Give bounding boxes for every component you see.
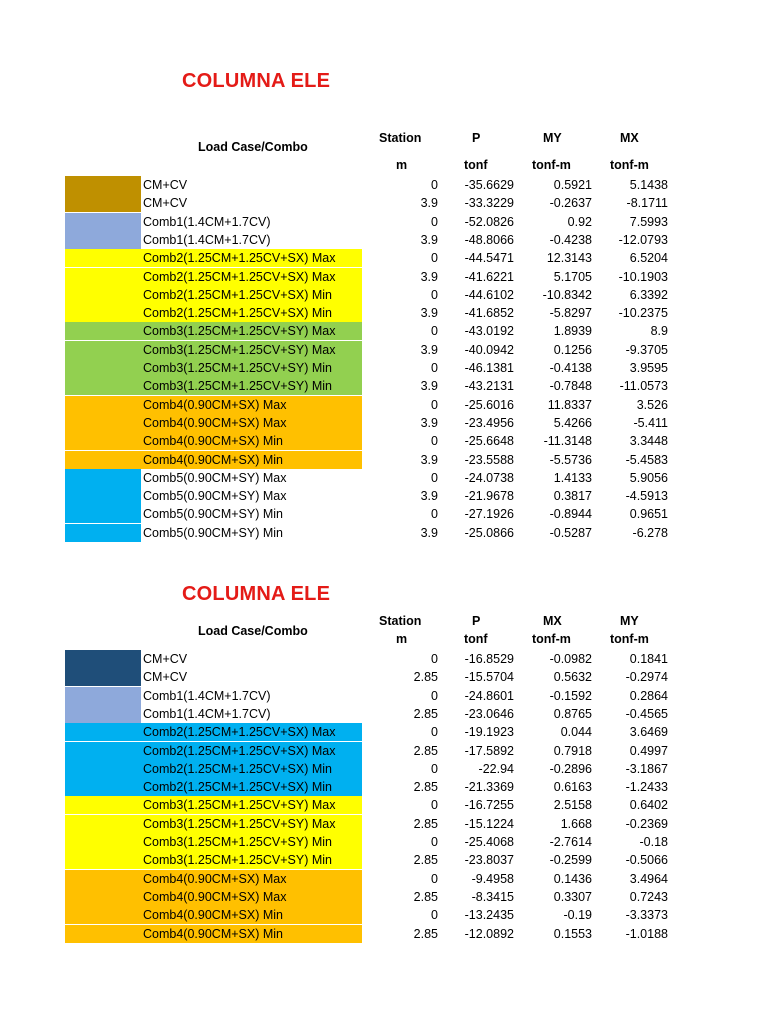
cell-v2: 11.8337 xyxy=(547,397,592,412)
cell-v2: 0.1553 xyxy=(553,926,592,941)
cell-v3: -0.5066 xyxy=(625,853,668,868)
table-row xyxy=(65,760,685,778)
cell-v1: -19.1923 xyxy=(464,725,514,740)
cell-v1: -23.8037 xyxy=(464,853,514,868)
cell-v3: -10.1903 xyxy=(618,269,668,284)
row-color-swatch xyxy=(65,668,141,686)
load-combo-name: Comb3(1.25CM+1.25CV+SY) Max xyxy=(143,324,336,339)
load-combo-name: Comb2(1.25CM+1.25CV+SX) Max xyxy=(143,725,336,740)
row-color-swatch xyxy=(65,833,141,851)
table-2-label-header: Load Case/Combo xyxy=(198,624,308,638)
cell-station: 0 xyxy=(431,798,438,813)
cell-v2: 0.7918 xyxy=(553,743,592,758)
table-row xyxy=(65,341,685,359)
cell-station: 0 xyxy=(431,361,438,375)
table-row xyxy=(65,833,685,851)
cell-v1: -15.5704 xyxy=(464,670,514,685)
row-color-swatch xyxy=(65,268,141,286)
row-color-swatch xyxy=(65,213,141,231)
table-1-col2-header: MY xyxy=(543,131,562,145)
cell-v2: 0.92 xyxy=(567,214,592,229)
cell-v1: -44.6102 xyxy=(464,287,514,302)
cell-station: 0 xyxy=(431,761,438,776)
table-2-col2-unit: tonf-m xyxy=(532,632,571,646)
table-row xyxy=(65,359,685,377)
row-color-swatch xyxy=(65,249,141,267)
cell-v3: -4.5913 xyxy=(625,489,668,504)
table-1-col3-unit: tonf-m xyxy=(610,158,649,172)
cell-v2: -0.1592 xyxy=(549,688,592,703)
cell-v3: 0.7243 xyxy=(629,889,668,904)
cell-v2: -0.4238 xyxy=(549,232,592,247)
table-row xyxy=(65,742,685,760)
cell-v3: 3.3448 xyxy=(629,434,668,449)
cell-v3: -1.0188 xyxy=(625,926,668,941)
cell-v3: -8.1711 xyxy=(626,196,668,211)
table-row xyxy=(65,469,685,487)
cell-v1: -24.0738 xyxy=(464,470,514,485)
load-combo-name: Comb4(0.90CM+SX) Min xyxy=(143,434,283,449)
row-color-swatch xyxy=(65,888,141,906)
cell-v3: -1.2433 xyxy=(625,780,668,795)
load-combo-name: Comb1(1.4CM+1.7CV) xyxy=(143,232,271,247)
cell-v1: -22.94 xyxy=(478,761,514,776)
table-row xyxy=(65,815,685,833)
cell-v2: 12.3143 xyxy=(546,251,592,266)
row-color-swatch xyxy=(65,815,141,833)
load-combo-name: Comb3(1.25CM+1.25CV+SY) Min xyxy=(143,361,332,375)
table-2-station-unit: m xyxy=(396,632,408,646)
cell-v1: -27.1926 xyxy=(464,507,514,522)
load-combo-name: Comb3(1.25CM+1.25CV+SY) Min xyxy=(143,379,332,394)
cell-station: 2.85 xyxy=(413,816,438,831)
cell-station: 0 xyxy=(431,251,438,266)
cell-v1: -33.3229 xyxy=(464,196,514,211)
row-color-swatch xyxy=(65,396,141,414)
row-color-swatch xyxy=(65,341,141,359)
table-row xyxy=(65,888,685,906)
load-combo-name: Comb2(1.25CM+1.25CV+SX) Min xyxy=(143,761,332,776)
cell-v1: -12.0892 xyxy=(464,926,514,941)
cell-station: 0 xyxy=(431,214,438,229)
cell-v3: 5.9056 xyxy=(629,470,668,485)
cell-station: 3.9 xyxy=(420,342,438,357)
cell-station: 0 xyxy=(431,871,438,886)
cell-station: 0 xyxy=(431,507,438,522)
row-color-swatch xyxy=(65,760,141,778)
table-2-station-header: Station xyxy=(379,614,422,628)
cell-v3: 0.2864 xyxy=(629,688,668,703)
table-row xyxy=(65,687,685,705)
cell-v1: -13.2435 xyxy=(464,908,514,923)
cell-v1: -35.6629 xyxy=(464,178,514,192)
cell-v1: -25.6648 xyxy=(464,434,514,449)
table-2-col1-header: P xyxy=(472,614,481,628)
table-row xyxy=(65,650,685,668)
load-combo-name: CM+CV xyxy=(143,196,188,211)
cell-v2: -0.2599 xyxy=(549,853,592,868)
row-color-swatch xyxy=(65,231,141,249)
row-color-swatch xyxy=(65,778,141,796)
table-row xyxy=(65,851,685,869)
cell-v2: -0.4138 xyxy=(549,361,592,375)
cell-v1: -8.3415 xyxy=(471,889,514,904)
cell-v2: -10.8342 xyxy=(542,287,592,302)
cell-v1: -48.8066 xyxy=(464,232,514,247)
row-color-swatch xyxy=(65,469,141,487)
table-row xyxy=(65,213,685,231)
cell-v2: 2.5158 xyxy=(553,798,592,813)
cell-v3: -5.4583 xyxy=(625,452,668,467)
cell-v3: -3.1867 xyxy=(625,761,668,776)
table-1-label-header: Load Case/Combo xyxy=(198,140,308,154)
table-row xyxy=(65,322,685,340)
row-color-swatch xyxy=(65,687,141,705)
load-combo-name: Comb5(0.90CM+SY) Max xyxy=(143,470,287,485)
cell-v1: -41.6221 xyxy=(464,269,514,284)
cell-station: 0 xyxy=(431,470,438,485)
row-color-swatch xyxy=(65,414,141,432)
row-color-swatch xyxy=(65,176,141,194)
cell-v2: -0.19 xyxy=(563,908,592,923)
cell-v2: 0.044 xyxy=(560,725,592,740)
table-row xyxy=(65,487,685,505)
cell-v3: -0.4565 xyxy=(625,706,668,721)
cell-station: 3.9 xyxy=(420,196,438,211)
cell-v1: -25.4068 xyxy=(464,835,514,849)
load-combo-name: Comb2(1.25CM+1.25CV+SX) Max xyxy=(143,743,336,758)
table-row xyxy=(65,705,685,723)
table-1-station-unit: m xyxy=(396,158,408,172)
table-2-col3-header: MY xyxy=(620,614,639,628)
cell-v2: 1.4133 xyxy=(553,470,592,485)
cell-station: 2.85 xyxy=(413,743,438,758)
cell-station: 3.9 xyxy=(420,379,438,394)
cell-station: 2.85 xyxy=(413,853,438,868)
row-color-swatch xyxy=(65,796,141,814)
cell-v3: 0.9651 xyxy=(629,507,668,522)
cell-v3: -12.0793 xyxy=(618,232,668,247)
cell-station: 3.9 xyxy=(420,269,438,284)
table-row xyxy=(65,396,685,414)
cell-station: 3.9 xyxy=(420,415,438,430)
table-2-col1-unit: tonf xyxy=(464,632,488,646)
cell-v3: 0.4997 xyxy=(629,743,668,758)
cell-v1: -44.5471 xyxy=(464,251,514,266)
cell-v1: -17.5892 xyxy=(464,743,514,758)
row-color-swatch xyxy=(65,705,141,723)
cell-v2: -5.5736 xyxy=(549,452,592,467)
row-color-swatch xyxy=(65,524,141,542)
cell-v2: 0.8765 xyxy=(553,706,592,721)
load-combo-name: CM+CV xyxy=(143,652,188,666)
cell-station: 0 xyxy=(431,725,438,740)
cell-v2: -0.8944 xyxy=(549,507,592,522)
table-row xyxy=(65,377,685,395)
cell-v3: 0.1841 xyxy=(629,652,668,666)
load-combo-name: Comb1(1.4CM+1.7CV) xyxy=(143,688,271,703)
cell-v2: 5.1705 xyxy=(553,269,592,284)
load-combo-name: Comb4(0.90CM+SX) Min xyxy=(143,452,283,467)
load-combo-name: Comb3(1.25CM+1.25CV+SY) Max xyxy=(143,342,336,357)
table-1-col3-header: MX xyxy=(620,131,639,145)
load-combo-name: Comb3(1.25CM+1.25CV+SY) Max xyxy=(143,816,336,831)
row-color-swatch xyxy=(65,286,141,304)
cell-station: 0 xyxy=(431,397,438,412)
cell-v2: 0.5632 xyxy=(553,670,592,685)
cell-v3: 6.5204 xyxy=(629,251,668,266)
table-row xyxy=(65,231,685,249)
load-combo-name: CM+CV xyxy=(143,178,188,192)
cell-v1: -15.1224 xyxy=(464,816,514,831)
cell-v1: -21.3369 xyxy=(464,780,514,795)
load-combo-name: CM+CV xyxy=(143,670,188,685)
cell-station: 3.9 xyxy=(420,232,438,247)
cell-station: 0 xyxy=(431,287,438,302)
cell-v2: 0.3817 xyxy=(553,489,592,504)
cell-station: 0 xyxy=(431,178,438,192)
load-combo-name: Comb5(0.90CM+SY) Min xyxy=(143,525,283,540)
cell-station: 2.85 xyxy=(413,889,438,904)
cell-station: 3.9 xyxy=(420,489,438,504)
row-color-swatch xyxy=(65,194,141,212)
cell-station: 0 xyxy=(431,908,438,923)
cell-v2: -0.2896 xyxy=(549,761,592,776)
load-combo-name: Comb2(1.25CM+1.25CV+SX) Max xyxy=(143,251,336,266)
cell-station: 2.85 xyxy=(413,706,438,721)
cell-v2: -5.8297 xyxy=(549,306,592,321)
cell-station: 0 xyxy=(431,324,438,339)
row-color-swatch xyxy=(65,925,141,943)
cell-v2: 0.3307 xyxy=(553,889,592,904)
cell-v2: -0.0982 xyxy=(549,652,592,666)
cell-v3: 3.9595 xyxy=(629,361,668,375)
table-row xyxy=(65,268,685,286)
cell-v1: -25.0866 xyxy=(464,525,514,540)
row-color-swatch xyxy=(65,906,141,924)
table-row xyxy=(65,906,685,924)
cell-v1: -16.8529 xyxy=(464,652,514,666)
cell-v1: -24.8601 xyxy=(464,688,514,703)
load-combo-name: Comb4(0.90CM+SX) Max xyxy=(143,397,287,412)
table-row xyxy=(65,870,685,888)
cell-station: 3.9 xyxy=(420,525,438,540)
cell-v1: -41.6852 xyxy=(464,306,514,321)
cell-v1: -23.5588 xyxy=(464,452,514,467)
row-color-swatch xyxy=(65,322,141,340)
table-row xyxy=(65,176,685,194)
load-combo-name: Comb3(1.25CM+1.25CV+SY) Min xyxy=(143,835,332,849)
cell-v3: 8.9 xyxy=(650,324,668,339)
table-row xyxy=(65,286,685,304)
cell-v3: 7.5993 xyxy=(629,214,668,229)
cell-v2: 0.1436 xyxy=(553,871,592,886)
cell-station: 0 xyxy=(431,835,438,849)
cell-v3: 5.1438 xyxy=(629,178,668,192)
table-row xyxy=(65,451,685,469)
load-combo-name: Comb2(1.25CM+1.25CV+SX) Min xyxy=(143,306,332,321)
cell-v3: 3.4964 xyxy=(629,871,668,886)
table-2-title: COLUMNA ELE xyxy=(182,583,331,605)
cell-station: 0 xyxy=(431,434,438,449)
load-combo-name: Comb4(0.90CM+SX) Min xyxy=(143,926,283,941)
cell-station: 0 xyxy=(431,652,438,666)
load-combo-name: Comb1(1.4CM+1.7CV) xyxy=(143,214,271,229)
load-combo-name: Comb3(1.25CM+1.25CV+SY) Max xyxy=(143,798,336,813)
table-row xyxy=(65,505,685,523)
cell-station: 3.9 xyxy=(420,452,438,467)
cell-v1: -25.6016 xyxy=(464,397,514,412)
cell-v2: -2.7614 xyxy=(549,835,592,849)
load-combo-name: Comb1(1.4CM+1.7CV) xyxy=(143,706,271,721)
cell-v3: 3.6469 xyxy=(629,725,668,740)
row-color-swatch xyxy=(65,304,141,322)
load-combo-name: Comb3(1.25CM+1.25CV+SY) Min xyxy=(143,853,332,868)
cell-station: 2.85 xyxy=(413,926,438,941)
row-color-swatch xyxy=(65,505,141,523)
load-combo-name: Comb4(0.90CM+SX) Max xyxy=(143,871,287,886)
table-1-station-header: Station xyxy=(379,131,422,145)
cell-v2: -0.5287 xyxy=(549,525,592,540)
row-color-swatch xyxy=(65,723,141,741)
cell-station: 2.85 xyxy=(413,780,438,795)
load-combo-name: Comb2(1.25CM+1.25CV+SX) Min xyxy=(143,287,332,302)
table-row xyxy=(65,925,685,943)
cell-v3: -6.278 xyxy=(632,525,668,540)
row-color-swatch xyxy=(65,432,141,450)
cell-v1: -23.0646 xyxy=(464,706,514,721)
cell-v3: -10.2375 xyxy=(618,306,668,321)
table-1-col1-unit: tonf xyxy=(464,158,488,172)
row-color-swatch xyxy=(65,451,141,469)
cell-v1: -21.9678 xyxy=(464,489,514,504)
table-2-col3-unit: tonf-m xyxy=(610,632,649,646)
table-row xyxy=(65,249,685,267)
cell-v3: -0.2974 xyxy=(625,670,668,685)
table-row xyxy=(65,414,685,432)
load-combo-name: Comb2(1.25CM+1.25CV+SX) Max xyxy=(143,269,336,284)
table-1-col1-header: P xyxy=(472,131,481,145)
table-row xyxy=(65,796,685,814)
cell-station: 0 xyxy=(431,688,438,703)
cell-v1: -43.2131 xyxy=(464,379,514,394)
cell-v2: 0.1256 xyxy=(553,342,592,357)
row-color-swatch xyxy=(65,487,141,505)
table-row xyxy=(65,723,685,741)
cell-v1: -52.0826 xyxy=(464,214,514,229)
load-combo-name: Comb5(0.90CM+SY) Min xyxy=(143,507,283,522)
cell-v3: 6.3392 xyxy=(629,287,668,302)
table-row xyxy=(65,778,685,796)
cell-v3: -0.18 xyxy=(639,835,668,849)
table-row xyxy=(65,304,685,322)
cell-v1: -43.0192 xyxy=(464,324,514,339)
table-row xyxy=(65,194,685,212)
load-combo-name: Comb4(0.90CM+SX) Max xyxy=(143,889,287,904)
row-color-swatch xyxy=(65,377,141,395)
cell-v3: -0.2369 xyxy=(625,816,668,831)
cell-v2: 0.6163 xyxy=(553,780,592,795)
cell-v2: 5.4266 xyxy=(553,415,592,430)
table-row xyxy=(65,432,685,450)
cell-v3: -9.3705 xyxy=(625,342,668,357)
row-color-swatch xyxy=(65,359,141,377)
cell-v1: -16.7255 xyxy=(464,798,514,813)
table-2-col2-header: MX xyxy=(543,614,562,628)
row-color-swatch xyxy=(65,650,141,668)
cell-v2: 1.668 xyxy=(560,816,592,831)
cell-station: 2.85 xyxy=(413,670,438,685)
row-color-swatch xyxy=(65,742,141,760)
cell-v1: -40.0942 xyxy=(464,342,514,357)
cell-v1: -9.4958 xyxy=(471,871,514,886)
cell-station: 3.9 xyxy=(420,306,438,321)
load-combo-name: Comb4(0.90CM+SX) Min xyxy=(143,908,283,923)
row-color-swatch xyxy=(65,851,141,869)
table-1-col2-unit: tonf-m xyxy=(532,158,571,172)
cell-v2: 0.5921 xyxy=(553,178,592,192)
load-combo-name: Comb5(0.90CM+SY) Max xyxy=(143,489,287,504)
cell-v1: -46.1381 xyxy=(464,361,514,375)
cell-v3: -11.0573 xyxy=(619,379,668,394)
cell-v3: -5.411 xyxy=(633,415,668,430)
cell-v3: -3.3373 xyxy=(625,908,668,923)
cell-v2: -0.2637 xyxy=(549,196,592,211)
table-row xyxy=(65,668,685,686)
cell-v2: 1.8939 xyxy=(553,324,592,339)
cell-v2: -0.7848 xyxy=(549,379,592,394)
load-combo-name: Comb4(0.90CM+SX) Max xyxy=(143,415,287,430)
load-combo-name: Comb2(1.25CM+1.25CV+SX) Min xyxy=(143,780,332,795)
cell-v3: 3.526 xyxy=(636,397,668,412)
table-row xyxy=(65,524,685,542)
cell-v1: -23.4956 xyxy=(464,415,514,430)
cell-v2: -11.3148 xyxy=(543,434,592,449)
cell-v3: 0.6402 xyxy=(629,798,668,813)
row-color-swatch xyxy=(65,870,141,888)
table-1-title: COLUMNA ELE xyxy=(182,70,331,92)
